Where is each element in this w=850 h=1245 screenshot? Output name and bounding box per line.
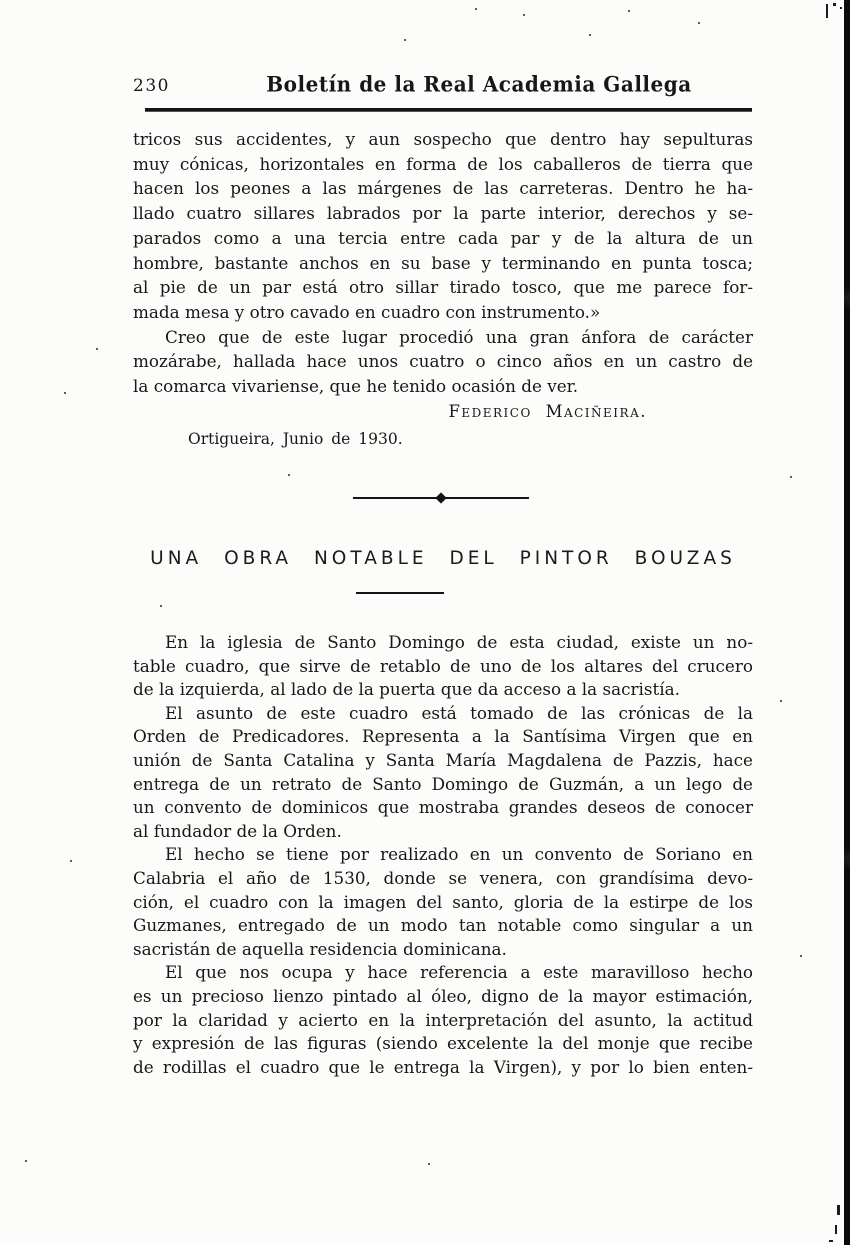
scan-speck — [96, 348, 98, 350]
scan-speck — [64, 392, 66, 394]
scan-mark — [829, 1240, 833, 1242]
scan-mark — [826, 4, 828, 18]
section-divider-ornament — [353, 492, 529, 504]
article-end-text — [133, 127, 753, 399]
text-line: Creo que de este lugar procedió una gran ánfora de carácter — [165, 326, 753, 347]
text-line: parados como a una tercia entre cada par y de la altura de un — [133, 227, 753, 248]
text-line: ción, el cuadro con la imagen del santo, gloria de la estirpe de los — [133, 891, 753, 912]
scan-speck — [628, 10, 630, 12]
text-line: de rodillas el cuadro que le entrega la Virgen), y por lo bien enten- — [133, 1056, 753, 1077]
text-line: y expresión de las figuras (siendo excelente la del monje que recibe — [133, 1033, 753, 1054]
text-line: tricos sus accidentes, y aun sospecho que dentro hay sepulturas — [133, 129, 753, 149]
scan-speck — [698, 22, 700, 24]
scan-speck — [523, 14, 525, 16]
text-line: hombre, bastante anchos en su base y terminando en punta tosca; — [133, 252, 753, 273]
text-line: mada mesa y otro cavado en cuadro con instrumento.» — [133, 301, 601, 322]
text-line: El asunto de este cuadro está tomado de las crónicas de la — [165, 702, 753, 723]
scan-mark — [833, 3, 836, 6]
text-line: entrega de un retrato de Santo Domingo de Guzmán, a un lego de — [133, 773, 753, 794]
text-line: la comarca vivariense, que he tenido ocasión de ver. — [133, 376, 579, 397]
text-line: de la izquierda, al lado de la puerta que da acceso a la sacristía. — [133, 679, 680, 700]
article-title-rule — [356, 592, 444, 594]
text-line: El hecho se tiene por realizado en un convento de Soriano en — [165, 844, 753, 865]
text-line: llado cuatro sillares labrados por la parte interior, derechos y se- — [133, 203, 753, 224]
scan-binding-edge — [844, 0, 850, 1245]
scan-mark — [837, 1205, 840, 1215]
text-line: unión de Santa Catalina y Santa María Magdalena de Pazzis, hace — [133, 749, 753, 770]
text-line: sacristán de aquella residencia dominicana. — [133, 938, 507, 959]
journal-title: Boletín de la Real Academia Gallega — [266, 71, 692, 97]
text-line: al fundador de la Orden. — [133, 820, 342, 841]
text-line: hacen los peones a las márgenes de las carreteras. Dentro he ha- — [133, 178, 753, 199]
text-line: un convento de dominicos que mostraba grandes deseos de conocer — [133, 797, 753, 818]
scan-speck — [428, 1163, 430, 1165]
scan-speck — [70, 860, 72, 862]
text-line: Guzmanes, entregado de un modo tan notable como singular a un — [133, 915, 753, 936]
scan-speck — [589, 34, 591, 36]
article-title: UNA OBRA NOTABLE DEL PINTOR BOUZAS — [150, 548, 736, 569]
scan-mark — [835, 1225, 837, 1234]
text-line: mozárabe, hallada hace unos cuatro o cinco años en un castro de — [133, 351, 753, 372]
author-signature: Federico Maciñeira. — [448, 402, 647, 421]
header-rule — [145, 108, 752, 112]
divider-diamond-icon — [435, 492, 446, 503]
text-line: al pie de un par está otro sillar tirado tosco, que me parece for- — [133, 277, 753, 298]
scan-speck — [790, 476, 792, 478]
divider-line-right — [444, 497, 529, 500]
scan-speck — [800, 955, 802, 957]
scan-mark — [840, 7, 842, 9]
scan-speck — [160, 605, 162, 607]
dateline: Ortigueira, Junio de 1930. — [188, 430, 403, 448]
scan-speck — [780, 700, 782, 702]
text-line: es un precioso lienzo pintado al óleo, digno de la mayor estimación, — [133, 985, 753, 1006]
text-line: En la iglesia de Santo Domingo de esta ciudad, existe un no- — [165, 632, 753, 652]
scan-speck — [25, 1160, 27, 1162]
text-line: muy cónicas, horizontales en forma de los caballeros de tierra que — [133, 153, 753, 174]
text-line: Calabria el año de 1530, donde se venera, con grandísima devo- — [133, 867, 753, 888]
scan-speck — [288, 474, 290, 476]
text-line: Orden de Predicadores. Representa a la Santísima Virgen que en — [133, 726, 753, 747]
text-line: por la claridad y acierto en la interpretación del asunto, la actitud — [133, 1009, 753, 1030]
article-body-text — [133, 631, 753, 1079]
page-number: 230 — [133, 76, 170, 96]
scan-speck — [475, 8, 477, 10]
text-line: El que nos ocupa y hace referencia a este maravilloso hecho — [165, 962, 753, 983]
text-line: table cuadro, que sirve de retablo de uno de los altares del crucero — [133, 655, 753, 676]
divider-line-left — [353, 497, 438, 499]
scan-speck — [404, 39, 406, 41]
page-header — [133, 72, 753, 96]
